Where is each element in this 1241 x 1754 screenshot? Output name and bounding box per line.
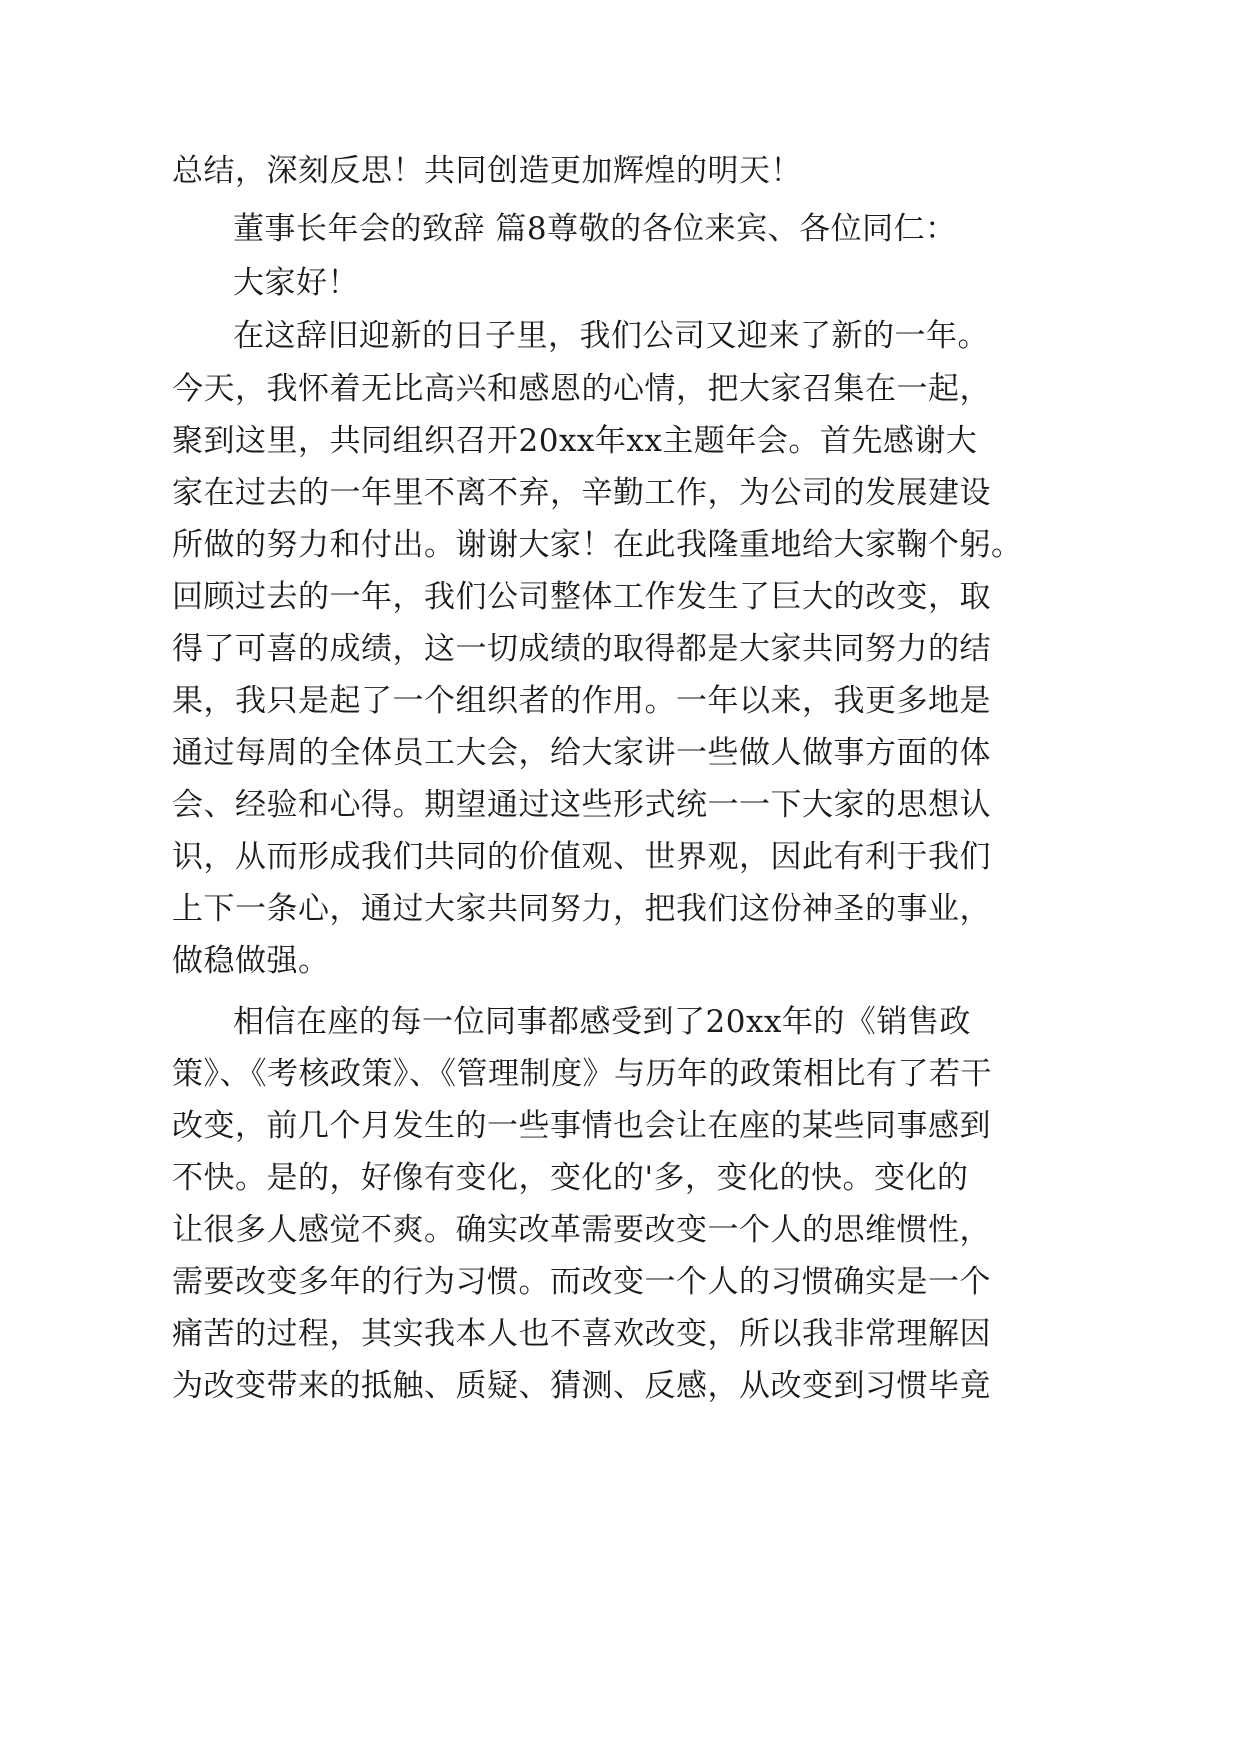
text-line: 痛苦的过程，其实我本人也不喜欢改变，所以我非常理解因 <box>172 1316 991 1352</box>
paragraph-first-line: 在这辞旧迎新的日子里，我们公司又迎来了新的一年。 <box>233 318 989 354</box>
text-line: 果，我只是起了一个组织者的作用。一年以来，我更多地是 <box>172 683 991 719</box>
text-line: 策》、《考核政策》、《管理制度》与历年的政策相比有了若干 <box>172 1056 992 1092</box>
greeting-line: 大家好！ <box>233 265 359 301</box>
paragraph-first-line: 相信在座的每一位同事都感受到了20xx年的《销售政 <box>233 1004 971 1040</box>
text-line: 今天，我怀着无比高兴和感恩的心情，把大家召集在一起， <box>172 371 991 407</box>
text-line: 聚到这里，共同组织召开20xx年xx主题年会。首先感谢大 <box>172 423 978 459</box>
text-line: 总结，深刻反思！共同创造更加辉煌的明天！ <box>172 153 802 189</box>
text-line: 回顾过去的一年，我们公司整体工作发生了巨大的改变，取 <box>172 579 991 615</box>
text-line: 会、经验和心得。期望通过这些形式统一一下大家的思想认 <box>172 787 991 823</box>
text-line: 做稳做强。 <box>172 943 330 979</box>
text-line: 需要改变多年的行为习惯。而改变一个人的习惯确实是一个 <box>172 1264 991 1300</box>
text-line: 家在过去的一年里不离不弃，辛勤工作，为公司的发展建设 <box>172 475 991 511</box>
text-line: 不快。是的，好像有变化，变化的'多，变化的快。变化的 <box>172 1160 969 1196</box>
text-line: 为改变带来的抵触、质疑、猜测、反感，从改变到习惯毕竟 <box>172 1368 991 1404</box>
section-heading-line: 董事长年会的致辞 篇8尊敬的各位来宾、各位同仁： <box>233 211 957 247</box>
text-line: 改变，前几个月发生的一些事情也会让在座的某些同事感到 <box>172 1108 991 1144</box>
text-line: 通过每周的全体员工大会，给大家讲一些做人做事方面的体 <box>172 735 991 771</box>
text-line: 识，从而形成我们共同的价值观、世界观，因此有利于我们 <box>172 839 991 875</box>
text-line: 让很多人感觉不爽。确实改革需要改变一个人的思维惯性， <box>172 1212 991 1248</box>
text-line: 所做的努力和付出。谢谢大家！在此我隆重地给大家鞠个躬。 <box>172 527 1023 563</box>
text-line: 上下一条心，通过大家共同努力，把我们这份神圣的事业， <box>172 891 991 927</box>
text-line: 得了可喜的成绩，这一切成绩的取得都是大家共同努力的结 <box>172 631 991 667</box>
